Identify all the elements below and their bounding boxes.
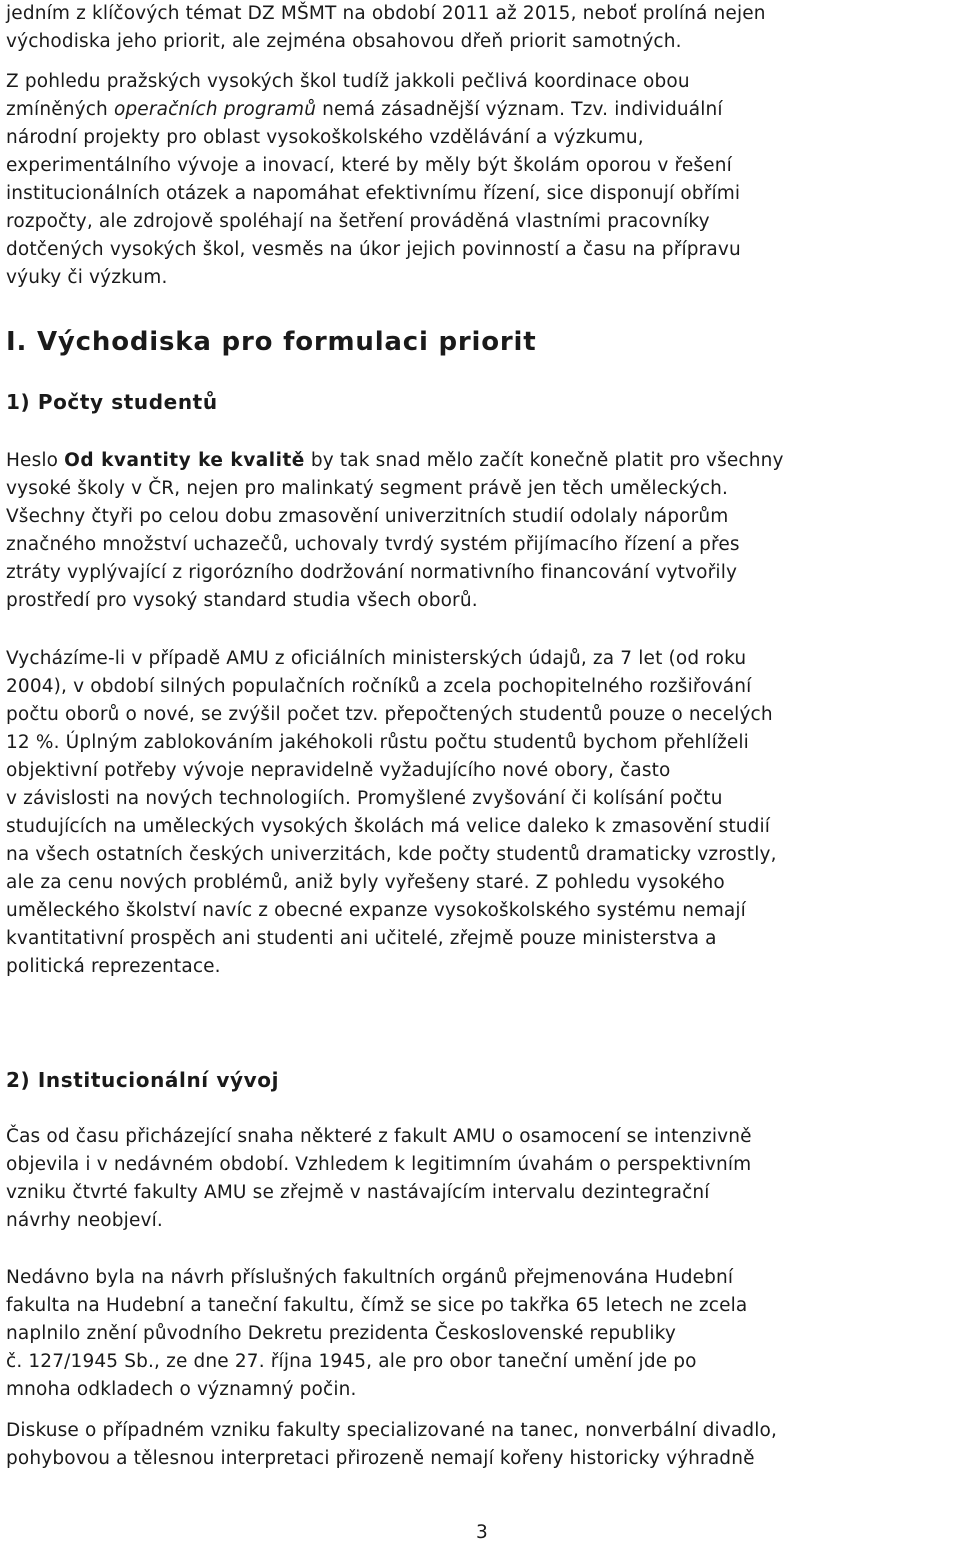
text-line: vysoké školy v ČR, nejen pro malinkatý segment právě jen těch uměleckých.	[6, 478, 729, 499]
text-line: národní projekty pro oblast vysokoškolského vzdělávání a výzkumu,	[6, 127, 644, 148]
section-heading: I. Východiska pro formulaci priorit	[6, 327, 537, 357]
text-line: 2004), v období silných populačních ročníků a zcela pochopitelného rozšiřování	[6, 676, 752, 697]
text-line: jedním z klíčových témat DZ MŠMT na období 2011 až 2015, neboť prolíná nejen	[6, 3, 766, 24]
bold-slogan: Od kvantity ke kvalitě	[64, 450, 305, 471]
text-run: Heslo	[6, 450, 65, 471]
subsection-heading: 1) Počty studentů	[6, 390, 218, 414]
text-line: institucionálních otázek a napomáhat efektivnímu řízení, sice disponují obřími	[6, 183, 741, 204]
text-line: dotčených vysokých škol, vesměs na úkor jejich povinností a času na přípravu	[6, 239, 741, 260]
text-line: 12 %. Úplným zablokováním jakéhokoli růstu počtu studentů bychom přehlíželi	[6, 732, 749, 753]
text-line: prostředí pro vysoký standard studia všech oborů.	[6, 590, 478, 611]
text-line: vzniku čtvrté fakulty AMU se zřejmě v nastávajícím intervalu dezintegrační	[6, 1182, 710, 1203]
italic-term: operačních programů	[113, 99, 317, 120]
text-line: pohybovou a tělesnou interpretaci přirozeně nemají kořeny historicky výhradně	[6, 1448, 755, 1469]
text-line: Nedávno byla na návrh příslušných fakultních orgánů přejmenována Hudební	[6, 1267, 734, 1288]
text-line: mnoha odkladech o významný počin.	[6, 1379, 357, 1400]
text-line: objektivní potřeby vývoje nepravidelně vyžadujícího nové obory, často	[6, 760, 671, 781]
text-line: ztráty vyplývající z rigorózního dodržování normativního financování vytvořily	[6, 562, 738, 583]
text-line: uměleckého školství navíc z obecné expanze vysokoškolského systému nemají	[6, 900, 746, 921]
text-line: Čas od času přicházející snaha některé z fakult AMU o osamocení se intenzivně	[6, 1126, 752, 1147]
text-line: experimentálního vývoje a inovací, které by měly být školám oporou v řešení	[6, 155, 732, 176]
text-line: východiska jeho priorit, ale zejména obsahovou dřeň priorit samotných.	[6, 31, 682, 52]
text-line: Z pohledu pražských vysokých škol tudíž jakkoli pečlivá koordinace obou	[6, 71, 690, 92]
text-run: zmíněných	[6, 99, 114, 120]
text-line: návrhy neobjeví.	[6, 1210, 163, 1231]
text-line: rozpočty, ale zdrojově spoléhají na šetření prováděná vlastními pracovníky	[6, 211, 710, 232]
text-line: studujících na uměleckých vysokých školách má velice daleko k zmasovění studií	[6, 816, 771, 837]
text-line: č. 127/1945 Sb., ze dne 27. října 1945, ale pro obor taneční umění jde po	[6, 1351, 697, 1372]
text-line: naplnilo znění původního Dekretu prezidenta Československé republiky	[6, 1323, 676, 1344]
text-line: kvantitativní prospěch ani studenti ani učitelé, zřejmě pouze ministerstva a	[6, 928, 717, 949]
text-line: počtu oborů o nové, se zvýšil počet tzv. přepočtených studentů pouze o necelých	[6, 704, 773, 725]
text-line	[6, 450, 784, 472]
text-line: Vycházíme-li v případě AMU z oficiálních ministerských údajů, za 7 let (od roku	[6, 648, 747, 669]
text-line: značného množství uchazečů, uchovaly tvrdý systém přijímacího řízení a přes	[6, 534, 740, 555]
text-line: objevila i v nedávném období. Vzhledem k legitimním úvahám o perspektivním	[6, 1154, 752, 1175]
text-line: ale za cenu nových problémů, aniž byly vyřešeny staré. Z pohledu vysokého	[6, 872, 725, 893]
text-line: politická reprezentace.	[6, 956, 221, 977]
text-line: Všechny čtyři po celou dobu zmasovění univerzitních studií odolaly náporům	[6, 506, 729, 527]
text-line: v závislosti na nových technologiích. Promyšlené zvyšování či kolísání počtu	[6, 788, 723, 809]
subsection-heading: 2) Institucionální vývoj	[6, 1068, 280, 1092]
text-run: by tak snad mělo začít konečně platit pro všechny	[304, 450, 784, 471]
page-number: 3	[476, 1522, 488, 1543]
text-line: výuky či výzkum.	[6, 267, 168, 288]
text-run: nemá zásadnější význam. Tzv. individuální	[316, 99, 723, 120]
text-line: Diskuse o případném vzniku fakulty specializované na tanec, nonverbální divadlo,	[6, 1420, 778, 1441]
text-line: na všech ostatních českých univerzitách, kde počty studentů dramaticky vzrostly,	[6, 844, 777, 865]
text-line: fakulta na Hudební a taneční fakultu, čímž se sice po takřka 65 letech ne zcela	[6, 1295, 748, 1316]
text-line	[6, 99, 723, 121]
